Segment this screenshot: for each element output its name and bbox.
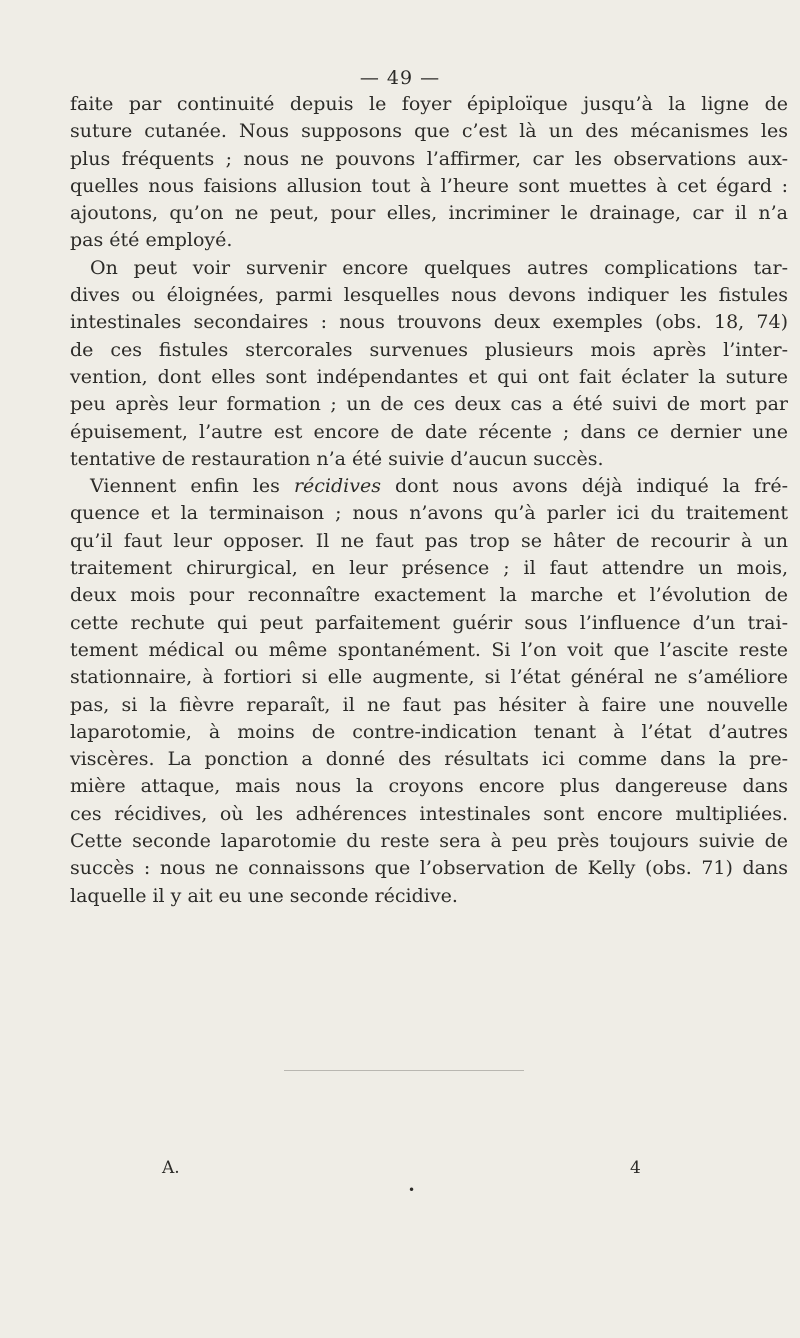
text-line: de ces fistules stercorales survenues plusieurs mois après l’inter- xyxy=(70,338,788,361)
text-line: laparotomie, à moins de contre-indication tenant à l’état d’autres xyxy=(70,720,788,743)
text-line: Cette seconde laparotomie du reste sera à peu près toujours suivie de xyxy=(70,830,788,853)
text-line: traitement chirurgical, en leur présence ; il faut attendre un mois, xyxy=(70,557,788,580)
ink-dot: • xyxy=(408,1183,416,1197)
text-line: quelles nous faisions allusion tout à l’heure sont muettes à cet égard : xyxy=(70,174,788,197)
text-line: faite par continuité depuis le foyer épiploïque jusqu’à la ligne de xyxy=(70,93,788,115)
text-line: peu après leur formation ; un de ces deux cas a été suivi de mort par xyxy=(70,393,788,416)
text-line: ces récidives, où les adhérences intestinales sont encore multipliées. xyxy=(70,802,788,825)
signature-mark-left: A. xyxy=(162,1158,180,1178)
end-rule xyxy=(284,1070,524,1071)
text-line: suture cutanée. Nous supposons que c’est là un des mécanismes les xyxy=(70,120,788,143)
text-line: viscères. La ponction a donné des résultats ici comme dans la pre- xyxy=(70,748,788,771)
text-line: laquelle il y ait eu une seconde récidive. xyxy=(70,884,458,907)
text-line: deux mois pour reconnaître exactement la marche et l’évolution de xyxy=(70,584,788,607)
text-line: tentative de restauration n’a été suivie d’aucun succès. xyxy=(70,447,604,470)
text-line: pas, si la fièvre reparaît, il ne faut pas hésiter à faire une nouvelle xyxy=(70,693,788,716)
signature-mark-right: 4 xyxy=(630,1158,641,1178)
text-line: pas été employé. xyxy=(70,229,233,252)
line-text-before: Viennent enfin les xyxy=(90,475,294,498)
page-number: — 49 — xyxy=(359,67,441,89)
paragraph-start-line xyxy=(70,473,788,500)
paragraph-start-line: On peut voir survenir encore quelques autres complications tar- xyxy=(90,256,788,279)
text-line: succès : nous ne connaissons que l’observation de Kelly (obs. 71) dans xyxy=(70,857,788,880)
emphasized-word: récidives xyxy=(293,475,381,498)
text-line: mière attaque, mais nous la croyons encore plus dangereuse dans xyxy=(70,775,788,798)
body-text xyxy=(70,91,788,910)
text-line: tement médical ou même spontanément. Si l’on voit que l’ascite reste xyxy=(70,638,788,661)
text-line: épuisement, l’autre est encore de date récente ; dans ce dernier une xyxy=(70,420,788,443)
text-line: dives ou éloignées, parmi lesquelles nous devons indiquer les fistules xyxy=(70,284,788,307)
text-line: cette rechute qui peut parfaitement guérir sous l’influence d’un trai- xyxy=(70,611,788,634)
text-line: quence et la terminaison ; nous n’avons qu’à parler ici du traitement xyxy=(70,502,788,525)
text-line: plus fréquents ; nous ne pouvons l’affirmer, car les observations aux- xyxy=(70,147,788,170)
text-line: stationnaire, à fortiori si elle augmente, si l’état général ne s’améliore xyxy=(70,666,788,689)
text-line: ajoutons, qu’on ne peut, pour elles, incriminer le drainage, car il n’a xyxy=(70,202,788,225)
text-line: qu’il faut leur opposer. Il ne faut pas trop se hâter de recourir à un xyxy=(70,529,788,552)
text-line: intestinales secondaires : nous trouvons deux exemples (obs. 18, 74) xyxy=(70,311,788,334)
line-text-after: dont nous avons déjà indiqué la fré- xyxy=(380,475,788,498)
text-line: vention, dont elles sont indépendantes et qui ont fait éclater la suture xyxy=(70,365,788,388)
